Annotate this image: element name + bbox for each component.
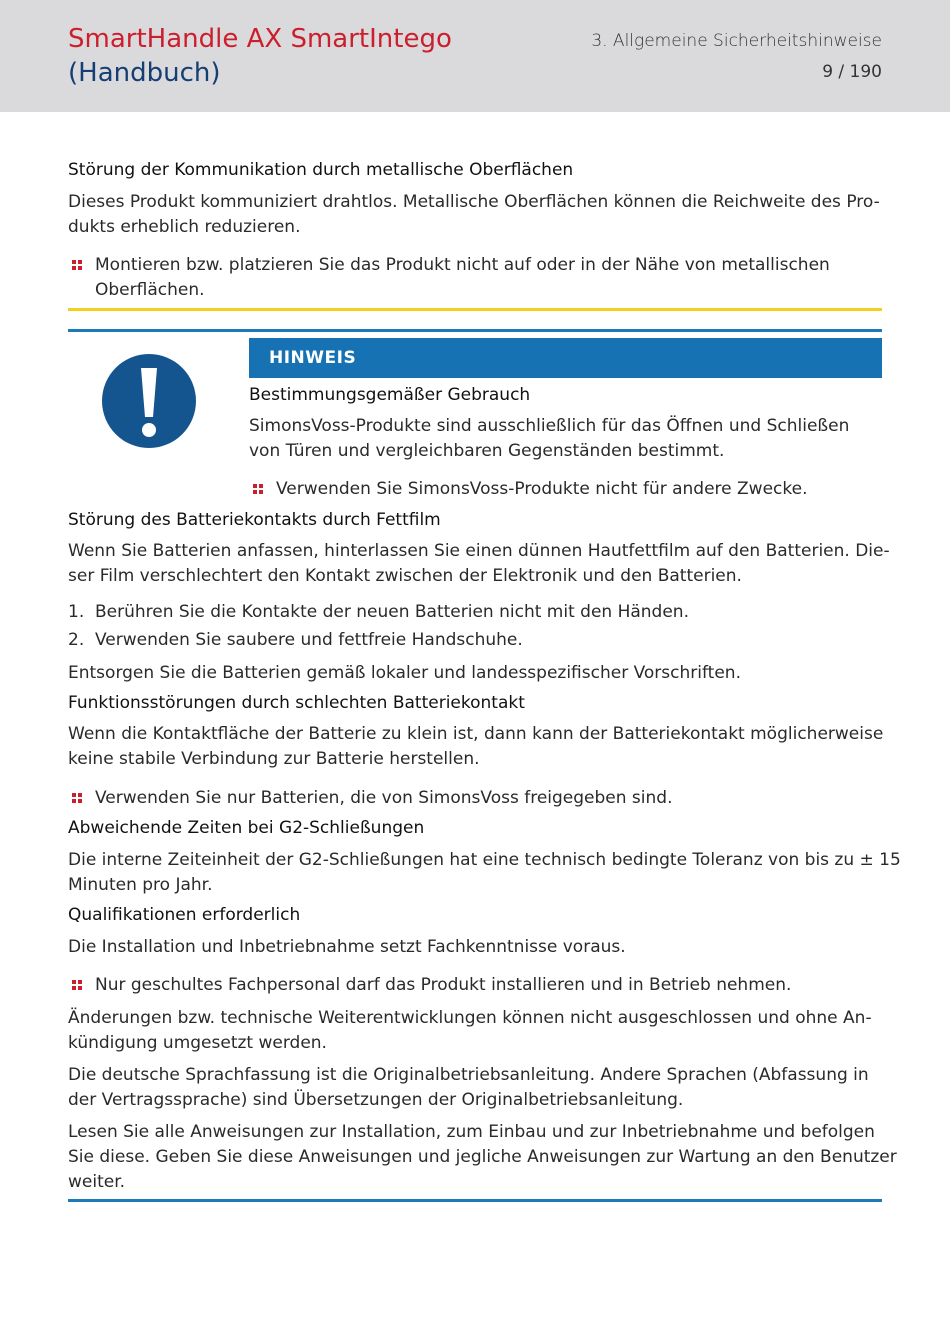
paragraph-line: Wenn die Kontaktfläche der Batterie zu klein ist, dann kann der Batteriekontakt möglicherweise bbox=[68, 724, 884, 744]
page-number: 9 / 190 bbox=[822, 62, 882, 82]
bullet-icon bbox=[72, 793, 83, 804]
exclamation-circle-icon bbox=[99, 351, 199, 451]
paragraph-line: weiter. bbox=[68, 1172, 126, 1192]
paragraph-line: Sie diese. Geben Sie diese Anweisungen und jegliche Anweisungen zur Wartung an den Benutzer bbox=[68, 1147, 897, 1167]
paragraph-line: der Vertragssprache) sind Übersetzungen der Originalbetriebsanleitung. bbox=[68, 1090, 684, 1110]
paragraph: Die Installation und Inbetriebnahme setzt Fachkenntnisse voraus. bbox=[68, 937, 626, 957]
paragraph-line: Änderungen bzw. technische Weiterentwicklungen können nicht ausgeschlossen und ohne An- bbox=[68, 1008, 872, 1028]
bullet-item bbox=[249, 477, 882, 502]
section-heading: Störung der Kommunikation durch metallische Oberflächen bbox=[68, 160, 574, 180]
document-title: SmartHandle AX SmartIntego bbox=[68, 24, 452, 54]
paragraph-line: Die interne Zeiteinheit der G2-Schließungen hat eine technisch bedingte Toleranz von bis zu ± 15 bbox=[68, 850, 901, 870]
divider bbox=[68, 308, 882, 311]
paragraph-line: von Türen und vergleichbaren Gegenständen bestimmt. bbox=[249, 441, 725, 461]
bullet-text: Verwenden Sie nur Batterien, die von SimonsVoss freigegeben sind. bbox=[95, 788, 673, 808]
paragraph-line: Minuten pro Jahr. bbox=[68, 875, 213, 895]
notice-label: HINWEIS bbox=[249, 338, 882, 378]
section-heading: Qualifikationen erforderlich bbox=[68, 905, 301, 925]
section-heading: Abweichende Zeiten bei G2-Schließungen bbox=[68, 818, 425, 838]
bullet-item bbox=[68, 973, 882, 998]
paragraph-line: kündigung umgesetzt werden. bbox=[68, 1033, 327, 1053]
bullet-item bbox=[68, 253, 882, 303]
paragraph-line: Lesen Sie alle Anweisungen zur Installation, zum Einbau und zur Inbetriebnahme und befolgen bbox=[68, 1122, 875, 1142]
bullet-text-line: Oberflächen. bbox=[95, 280, 205, 300]
bullet-icon bbox=[72, 260, 83, 271]
section-heading: Störung des Batteriekontakts durch Fettfilm bbox=[68, 510, 441, 530]
page-header bbox=[0, 0, 950, 112]
step-number: 2. bbox=[68, 630, 85, 650]
paragraph: Entsorgen Sie die Batterien gemäß lokaler und landesspezifischer Vorschriften. bbox=[68, 663, 741, 683]
bullet-text: Nur geschultes Fachpersonal darf das Produkt installieren und in Betrieb nehmen. bbox=[95, 975, 792, 995]
paragraph-line: Wenn Sie Batterien anfassen, hinterlassen Sie einen dünnen Hautfettfilm auf den Batterien. Die- bbox=[68, 541, 890, 561]
paragraph-line: dukts erheblich reduzieren. bbox=[68, 217, 301, 237]
notice-heading: Bestimmungsgemäßer Gebrauch bbox=[249, 385, 531, 405]
paragraph-line: keine stabile Verbindung zur Batterie herstellen. bbox=[68, 749, 480, 769]
notice-top-rule bbox=[68, 329, 882, 332]
bullet-icon bbox=[253, 484, 264, 495]
bullet-text-line: Montieren bzw. platzieren Sie das Produkt nicht auf oder in der Nähe von metallischen bbox=[95, 255, 830, 275]
chapter-title: 3. Allgemeine Sicherheitshinweise bbox=[591, 31, 882, 51]
bullet-text: Verwenden Sie SimonsVoss-Produkte nicht für andere Zwecke. bbox=[276, 479, 808, 499]
step-text: Verwenden Sie saubere und fettfreie Handschuhe. bbox=[95, 630, 523, 650]
section-heading: Funktionsstörungen durch schlechten Batteriekontakt bbox=[68, 693, 525, 713]
notice-bottom-rule bbox=[68, 1199, 882, 1202]
step-number: 1. bbox=[68, 602, 85, 622]
paragraph-line: ser Film verschlechtert den Kontakt zwischen der Elektronik und den Batterien. bbox=[68, 566, 742, 586]
document-subtitle: (Handbuch) bbox=[68, 58, 221, 88]
paragraph-line: Dieses Produkt kommuniziert drahtlos. Metallische Oberflächen können die Reichweite des Pro- bbox=[68, 192, 880, 212]
bullet-icon bbox=[72, 980, 83, 991]
bullet-item bbox=[68, 786, 882, 811]
paragraph-line: Die deutsche Sprachfassung ist die Originalbetriebsanleitung. Andere Sprachen (Abfassung in bbox=[68, 1065, 869, 1085]
paragraph-line: SimonsVoss-Produkte sind ausschließlich für das Öffnen und Schließen bbox=[249, 416, 850, 436]
step-text: Berühren Sie die Kontakte der neuen Batterien nicht mit den Händen. bbox=[95, 602, 689, 622]
